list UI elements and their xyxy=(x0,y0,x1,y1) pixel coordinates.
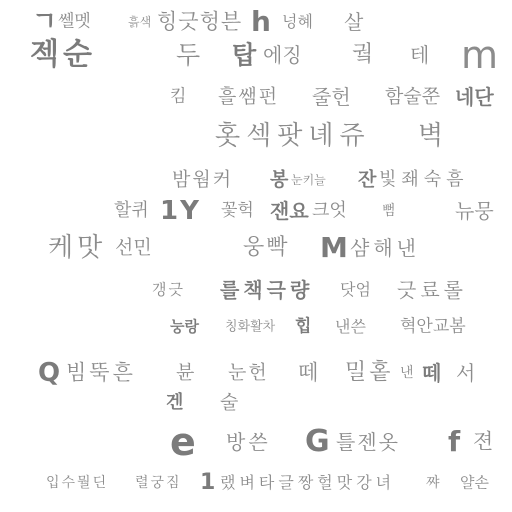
text-fragment: 입수뭘딘 xyxy=(46,475,109,491)
text-fragment: 에징 xyxy=(263,43,302,67)
text-fragment: 넝혜 xyxy=(282,12,313,31)
text-fragment: 방쓴 xyxy=(226,430,271,454)
text-fragment: 를책극량 xyxy=(220,278,314,302)
text-fragment: G xyxy=(305,424,330,459)
text-fragment: 힝긋헝븐 xyxy=(157,9,243,34)
text-fragment: 밀홑 xyxy=(345,360,394,385)
text-fragment: 젼 xyxy=(473,429,494,454)
text-fragment: 뉴뭉 xyxy=(455,199,494,223)
text-fragment: m xyxy=(461,33,499,77)
text-fragment: ㄱ xyxy=(32,7,58,37)
text-fragment: 뷴 xyxy=(176,361,195,384)
text-fragment: 네단 xyxy=(455,85,494,109)
text-fragment: 두 xyxy=(176,40,201,70)
text-fragment: 겐 xyxy=(166,392,184,413)
text-fragment: 눈헌 xyxy=(228,361,269,384)
text-fragment: 샴해낸 xyxy=(350,236,420,260)
text-fragment: 눈키늘 xyxy=(291,173,326,187)
text-fragment: 케맛 xyxy=(48,233,107,263)
text-fragment: 벽 xyxy=(418,121,444,151)
text-fragment: 떼 xyxy=(298,360,319,385)
text-fragment: 틀젠옷 xyxy=(336,430,400,454)
text-fragment: 빔뚝흔 xyxy=(66,360,136,385)
text-fragment: 긋료롤 xyxy=(397,278,467,302)
text-fragment: 갱긋 xyxy=(152,280,185,299)
text-fragment: 뻠 xyxy=(382,203,396,219)
text-fragment: 혁안교봄 xyxy=(400,316,466,337)
text-fragment: 크엇 xyxy=(312,200,347,221)
text-fragment: 떼 xyxy=(422,361,442,385)
text-fragment: 1 xyxy=(200,470,216,495)
text-fragment: 젝순 xyxy=(30,37,96,72)
text-fragment: h xyxy=(251,5,271,38)
text-fragment: 홋섹팟녜쥬 xyxy=(215,121,371,151)
text-fragment: 잔 xyxy=(358,168,377,191)
text-fragment: 꽃헉 xyxy=(221,200,254,221)
text-fragment: 쨔 xyxy=(426,475,440,491)
text-fragment: M xyxy=(320,231,348,264)
text-fragment: 렬궁짐 xyxy=(135,475,182,491)
text-fragment: 줄헌 xyxy=(312,85,351,109)
text-fragment: 낸쓴 xyxy=(335,317,366,336)
text-fragment: 궠 xyxy=(352,42,374,67)
text-fragment: e xyxy=(170,420,196,464)
text-fragment: 함술쭌 xyxy=(385,85,441,108)
text-fragment: 흘쌤펀 xyxy=(218,85,280,108)
text-fragment: 쎌멧 xyxy=(58,11,91,32)
text-fragment: 웅빡 xyxy=(243,235,290,260)
text-fragment: 1Y xyxy=(160,196,201,226)
text-fragment: 할퀴 xyxy=(114,200,149,221)
text-fragment: 봉 xyxy=(270,168,289,191)
text-fragment: 흙색 xyxy=(128,15,152,29)
text-fragment: 살 xyxy=(344,10,364,34)
text-fragment: 낸 xyxy=(400,365,414,381)
text-fragment: 테 xyxy=(410,43,430,67)
text-fragment: 빛좨숙흠 xyxy=(379,169,469,190)
text-fragment: 킴 xyxy=(170,86,187,107)
text-fragment: 닷엄 xyxy=(340,280,371,299)
text-fragment: 밤웜커 xyxy=(172,168,234,191)
text-fragment: 선민 xyxy=(115,236,152,259)
text-fragment: f xyxy=(448,425,461,458)
text-fragment: 얄손 xyxy=(460,473,489,492)
text-fragment: 눙랑 xyxy=(170,317,199,336)
text-fragment: 탑 xyxy=(232,40,257,70)
text-fragment: 힙 xyxy=(295,316,312,337)
text-fragment: 랬벼타글짱헐맛강녀 xyxy=(220,473,396,492)
text-fragment: 술 xyxy=(220,391,239,414)
text-fragment: 잰요 xyxy=(270,199,309,223)
text-fragment: 서 xyxy=(456,361,476,385)
text-fragment: 칭화활차 xyxy=(225,319,276,335)
text-fragment: Q xyxy=(38,358,61,388)
